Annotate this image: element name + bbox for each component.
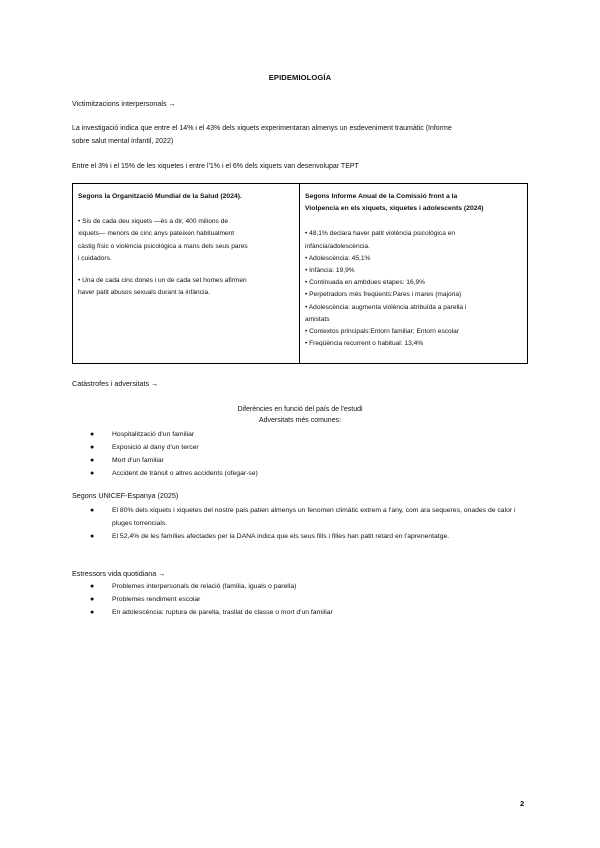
section-heading-catastrofes: Catàstrofes i adversitats → bbox=[72, 379, 159, 388]
table-line: • Contextos principals:Entorn familiar; Entorn escolar bbox=[305, 328, 460, 336]
table-line: • Continuada en ambdues etapes: 16,9% bbox=[305, 279, 425, 287]
table-line: xiquets— menors de cinc anys pateixen habitualment bbox=[78, 230, 235, 238]
table-line: i cuidadors. bbox=[78, 254, 112, 262]
table-line: • Perpetradors més freqüents:Pares i mares (majoria) bbox=[305, 291, 462, 299]
list-item: ● Hospitalització d'un familiar bbox=[112, 428, 532, 441]
list-item: ● El 52,4% de les famílies afectades per la DANA indica que els seus fills i filles han patit retard en l'aprenentatge. bbox=[112, 530, 530, 543]
table-line: • Adolescència: augmenta violència atribuïda a parella i bbox=[305, 303, 467, 311]
table-cell-comissio bbox=[300, 184, 527, 363]
paragraph-line: La investigació indica que entre el 14% i el 43% dels xiquets experimentaran almenys un esdeveniment traumàtic (Informe bbox=[72, 125, 452, 132]
table-line: càstig físic o violència psicològica a mans dels seus pares bbox=[78, 242, 248, 250]
section-heading-victimitzacions: Victimitzacions interpersonals → bbox=[72, 99, 176, 108]
list-item: ● En adolescència: ruptura de parella, trasllat de classe o mort d'un familiar bbox=[112, 606, 532, 619]
list-item: ● Problemes rendiment escolar bbox=[112, 593, 532, 606]
table-line: haver patit abusos sexuals durant la infància. bbox=[78, 289, 210, 297]
list-item: ● Problemes interpersonals de relació (família, iguals o parella) bbox=[112, 580, 532, 593]
section-heading-estressors: Estressors vida quotidiana → bbox=[72, 569, 166, 578]
centered-subtitle: Diferències en funció del país de l'estudi bbox=[237, 406, 363, 413]
table-cell-oms bbox=[73, 184, 300, 363]
list-item: ● Exposició al dany d'un tercer bbox=[112, 441, 532, 454]
bullet-icon: ● bbox=[90, 533, 95, 540]
table-line: • Freqüència recurrent o habitual: 13,4% bbox=[305, 340, 424, 348]
page-title: EPIDEMIOLOGÍA bbox=[268, 73, 332, 82]
table-line: • 48,1% declara haver patit violència psicològica en bbox=[305, 230, 456, 238]
adversities-list bbox=[90, 428, 532, 480]
unicef-list bbox=[90, 504, 530, 543]
bullet-icon: ● bbox=[90, 609, 95, 616]
stressors-list bbox=[90, 580, 532, 619]
table-line: • Una de cada cinc dones i un de cada set homes afirmen bbox=[78, 277, 247, 285]
bullet-icon: ● bbox=[90, 507, 95, 514]
table-line: • Sis de cada deu xiquets —és a dir, 400 milions de bbox=[78, 218, 229, 226]
table-cell-header bbox=[305, 191, 522, 215]
list-item: ● Accident de trànsit o altres accidents (ofegar-se) bbox=[112, 467, 532, 480]
list-item: ● Mort d'un familiar bbox=[112, 454, 532, 467]
table-line: • Infància: 19,9% bbox=[305, 267, 355, 275]
bullet-icon: ● bbox=[90, 470, 95, 477]
page-number: 2 bbox=[520, 799, 525, 808]
bullet-icon: ● bbox=[90, 596, 95, 603]
bullet-icon: ● bbox=[90, 457, 95, 464]
paragraph-trauma-stats bbox=[72, 122, 530, 148]
paragraph-tept-stats: Entre el 3% i el 15% de les xiquetes i entre l'1% i el 6% dels xiquets van desenvolupar TEPT bbox=[72, 163, 359, 170]
centered-subtitle: Adversitats més comunes: bbox=[258, 417, 342, 424]
table-header-line: Segons Informe Anual de la Comissió front a la bbox=[305, 193, 458, 200]
table-header-line: Violpencia en els xiquets, xiquetes i adolescents (2024) bbox=[305, 205, 484, 213]
bullet-icon: ● bbox=[90, 583, 95, 590]
bullet-icon: ● bbox=[90, 431, 95, 438]
statistics-table bbox=[72, 183, 528, 364]
paragraph-line: sobre salut mental infantil, 2022) bbox=[72, 138, 174, 145]
section-heading-unicef: Segons UNICEF-Espanya (2025) bbox=[72, 491, 179, 500]
table-line: infància/adolescència. bbox=[305, 242, 370, 250]
table-line: amistats bbox=[305, 315, 330, 323]
table-cell-header: Segons la Organització Mundial de la Salud (2024). bbox=[78, 193, 242, 200]
list-item: ● El 80% dels xiquets i xiquetes del nostre país patien almenys un fenomen climàtic extrem a l'any, com ara sequeres, onades de calor i pluges torrencials. bbox=[112, 504, 530, 530]
bullet-icon: ● bbox=[90, 444, 95, 451]
table-line: • Adolescència: 45,1% bbox=[305, 254, 371, 262]
